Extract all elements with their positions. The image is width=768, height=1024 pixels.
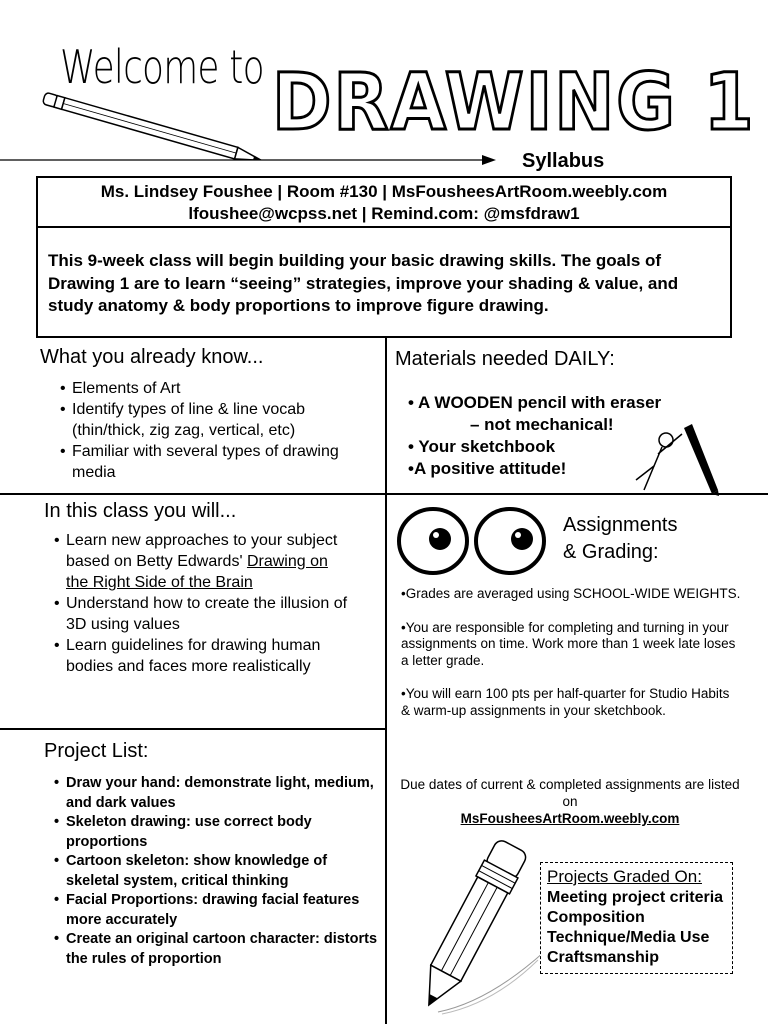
graded-item: Meeting project criteria <box>547 889 724 906</box>
will-heading: In this class you will... <box>44 500 237 522</box>
grading-paragraph: •Grades are averaged using SCHOOL-WIDE WEIGHTS. <box>401 586 741 601</box>
materials-item-note: – not mechanical! <box>470 415 614 434</box>
book-title: Drawing on the Right Side of the Brain <box>66 553 328 591</box>
list-item: • Draw your hand: demonstrate light, medium, and dark values <box>52 774 382 813</box>
materials-item-pencil: A WOODEN pencil with eraser <box>418 393 662 412</box>
list-item: • Learn guidelines for drawing human bodies and faces more realistically <box>52 635 352 677</box>
list-item: • Facial Proportions: drawing facial features more accurately <box>52 891 382 930</box>
stick-figure-pencil-icon <box>622 420 722 496</box>
list-item <box>52 530 352 593</box>
column-divider <box>385 338 387 1024</box>
graded-on-heading: Projects Graded On: <box>547 867 702 886</box>
syllabus-label: Syllabus <box>522 150 605 172</box>
assignments-heading-line-2: & Grading: <box>563 541 659 563</box>
list-item: • Identify types of line & line vocab (thin/thick, zig zag, vertical, etc) <box>58 399 378 441</box>
list-item: • Skeleton drawing: use correct body proportions <box>52 813 382 852</box>
assignments-heading <box>563 512 678 566</box>
list-item: • Create an original cartoon character: distorts the rules of proportion <box>52 930 382 969</box>
list-item: • Familiar with several types of drawing media <box>58 441 378 483</box>
graded-item: Composition <box>547 909 645 926</box>
grading-policy <box>401 586 741 736</box>
list-item: • Elements of Art <box>58 378 378 399</box>
course-title: DRAWING 1 <box>272 58 756 148</box>
projects-heading: Project List: <box>44 740 149 762</box>
eyes-icon <box>396 506 552 576</box>
contact-info <box>38 178 730 228</box>
due-dates-note <box>400 776 740 827</box>
due-dates-text: Due dates of current & completed assignments are listed on <box>400 777 740 809</box>
graded-item: Craftsmanship <box>547 949 660 966</box>
materials-item-sketchbook: Your sketchbook <box>418 437 556 456</box>
pencil-sketch-icon <box>398 832 548 1018</box>
contact-line-1: Ms. Lindsey Foushee | Room #130 | MsFousheesArtRoom.weebly.com <box>100 182 668 201</box>
projects-list <box>52 774 382 969</box>
know-heading: What you already know... <box>40 346 264 368</box>
intro-paragraph: This 9-week class will begin building your basic drawing skills. The goals of Drawing 1 are to learn “seeing” strategies, improve your shading & value, and study anatomy & body proportions to improve figure drawing. <box>48 251 679 315</box>
contact-line-2: lfoushee@wcpss.net | Remind.com: @msfdraw1 <box>188 204 580 223</box>
materials-heading: Materials needed DAILY: <box>395 348 615 370</box>
will-list <box>52 530 352 677</box>
materials-item-attitude: A positive attitude! <box>413 459 567 478</box>
list-item: • Cartoon skeleton: show knowledge of skeletal system, critical thinking <box>52 852 382 891</box>
grading-paragraph: •You will earn 100 pts per half-quarter for Studio Habits & warm-up assignments in your sketchbook. <box>401 686 730 718</box>
materials-list: • A WOODEN pencil with eraser – not mechanical! • Your sketchbook •A positive attitude! <box>408 392 728 480</box>
assignments-heading-line-1: Assignments <box>563 514 678 536</box>
pencil-icon <box>38 88 278 160</box>
row-divider-2 <box>0 728 385 730</box>
graded-item: Technique/Media Use <box>547 929 710 946</box>
website-link[interactable]: MsFousheesArtRoom.weebly.com <box>460 811 680 826</box>
know-list <box>58 378 378 483</box>
arrow-line-icon <box>0 152 500 168</box>
welcome-text: Welcome to <box>60 40 264 94</box>
grading-paragraph: •You are responsible for completing and turning in your assignments on time. Work more than 1 week late loses a letter grade. <box>401 619 736 668</box>
list-item: • Understand how to create the illusion of 3D using values <box>52 593 352 635</box>
graded-on-box <box>540 862 733 974</box>
header-box <box>36 176 732 338</box>
will-item-text: Learn new approaches to your subject based on Betty Edwards' <box>66 532 338 570</box>
